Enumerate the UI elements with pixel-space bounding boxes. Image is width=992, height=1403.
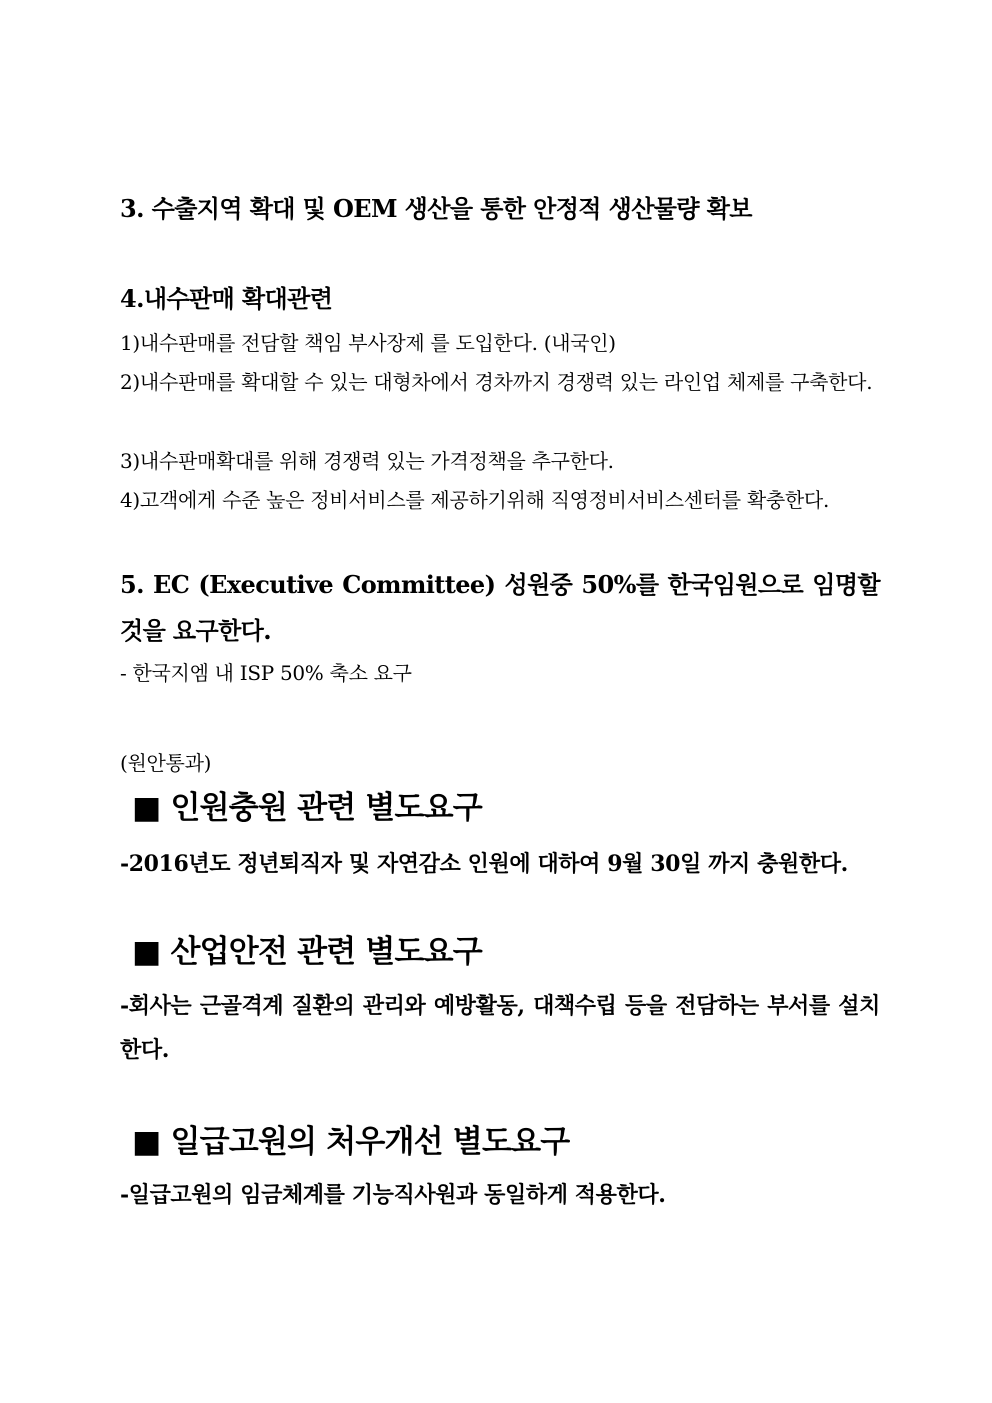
item4-point-3: 3)내수판매확대를 위해 경쟁력 있는 가격정책을 추구한다. — [120, 449, 614, 473]
section-staffing-title-text: 인원충원 관련 별도요구 — [170, 790, 482, 826]
item3-title: 3. 수출지역 확대 및 OEM 생산을 통한 안정적 생산물량 확보 — [120, 194, 752, 223]
section-staffing-title — [132, 786, 892, 830]
square-bullet-icon: ■ — [132, 790, 161, 826]
section-staffing-body: -2016년도 정년퇴직자 및 자연감소 인원에 대하여 9월 30일 까지 충원한다. — [120, 851, 848, 877]
item4-title: 4.내수판매 확대관련 — [120, 284, 333, 313]
square-bullet-icon: ■ — [132, 1124, 161, 1160]
section-daily-workers-title-text: 일급고원의 처우개선 별도요구 — [170, 1124, 570, 1160]
result-label: (원안통과) — [120, 751, 212, 775]
section-daily-workers-title — [132, 1120, 892, 1164]
section-daily-workers-body: -일급고원의 임금체계를 기능직사원과 동일하게 적용한다. — [120, 1182, 666, 1208]
section-safety-title — [132, 930, 892, 974]
item5-note: - 한국지엠 내 ISP 50% 축소 요구 — [120, 661, 412, 685]
square-bullet-icon: ■ — [132, 934, 161, 970]
item4-point-4: 4)고객에게 수준 높은 정비서비스를 제공하기위해 직영정비서비스센터를 확충한다. — [120, 488, 830, 512]
item4-point-2: 2)내수판매를 확대할 수 있는 대형차에서 경차까지 경쟁력 있는 라인업 체제를 구축한다. — [120, 370, 873, 394]
section-safety-title-text: 산업안전 관련 별도요구 — [170, 934, 482, 970]
section-safety-body: -회사는 근골격계 질환의 관리와 예방활동, 대책수립 등을 전담하는 부서를 설치한다. — [120, 993, 880, 1063]
item4-point-1: 1)내수판매를 전담할 책임 부사장제 를 도입한다. (내국인) — [120, 331, 616, 355]
item5-title: 5. EC (Executive Committee) 성원중 50%를 한국임원으로 임명할 것을 요구한다. — [120, 570, 880, 645]
